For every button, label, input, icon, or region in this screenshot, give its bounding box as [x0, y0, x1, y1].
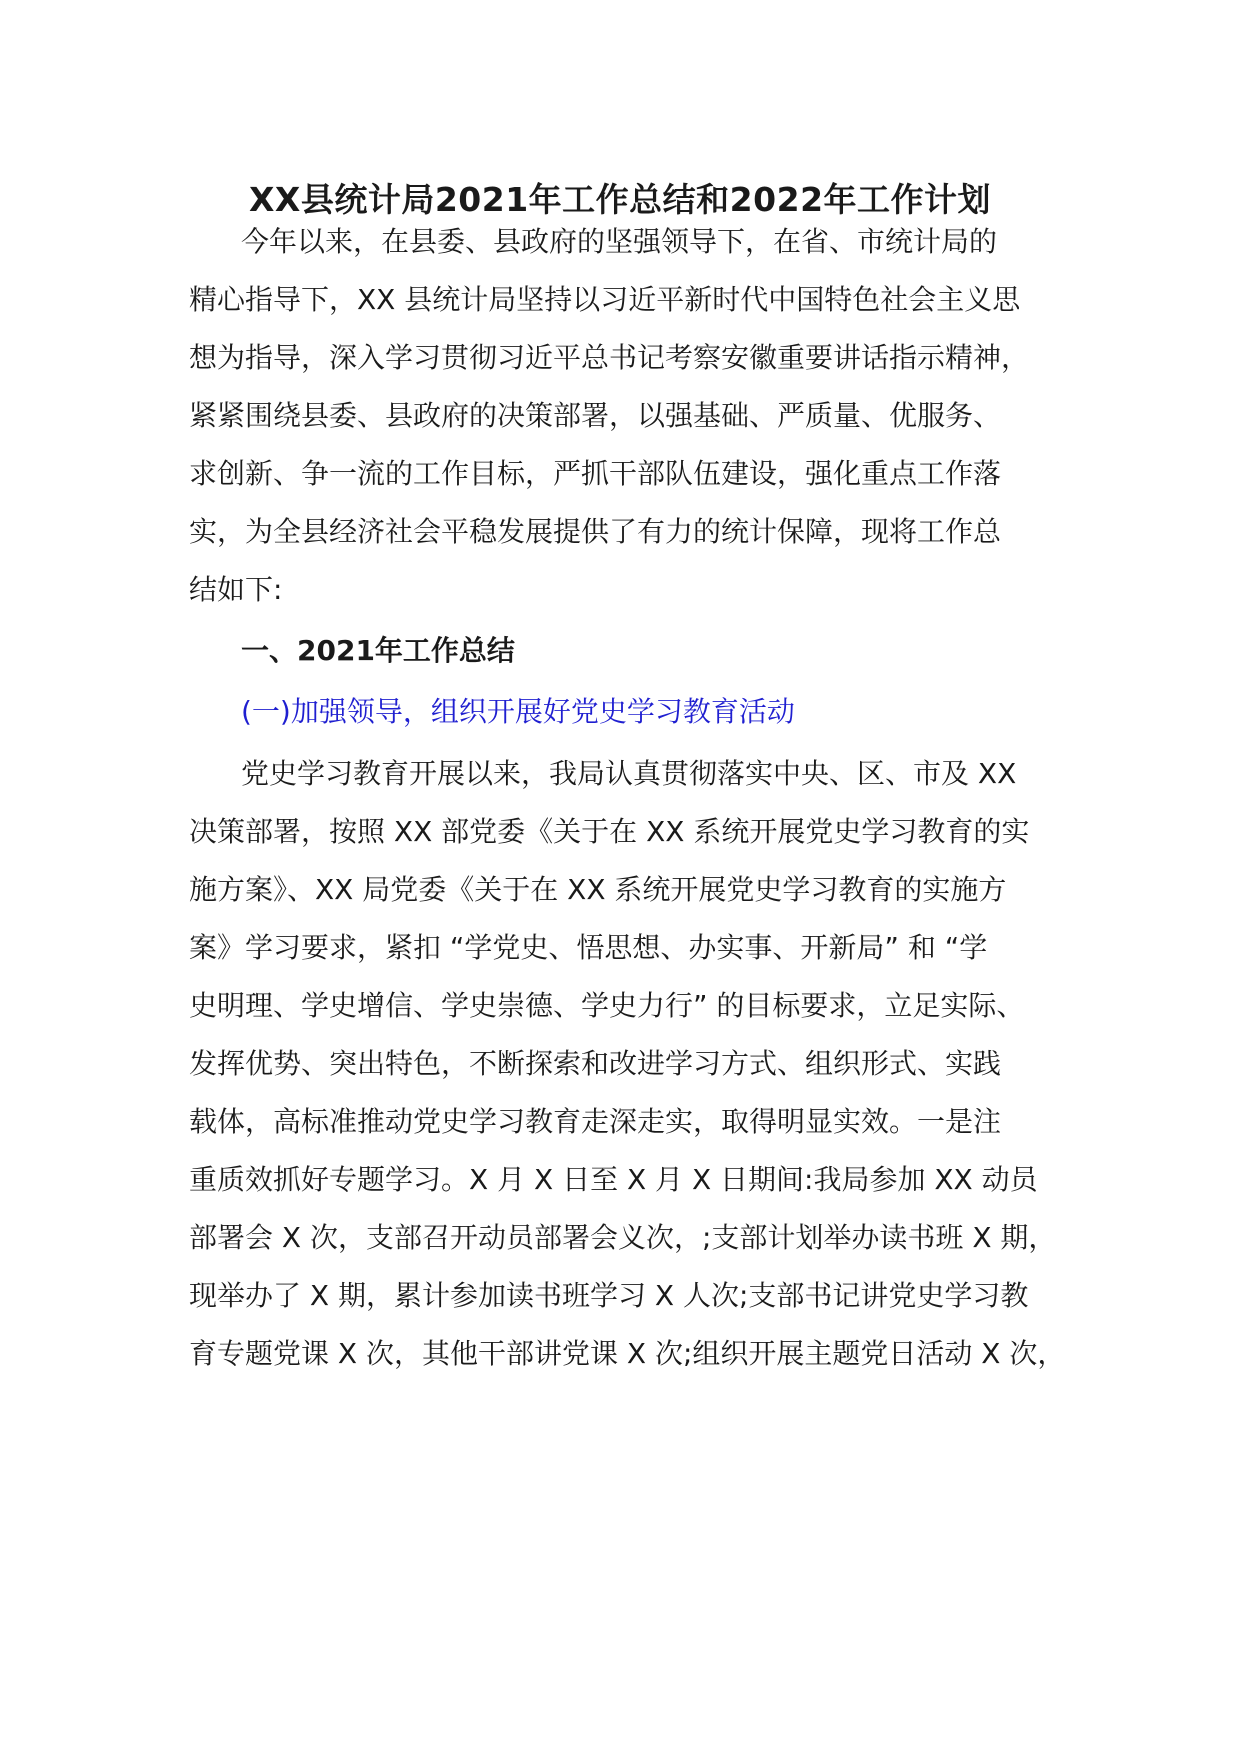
- paragraph-line: 党史学习教育开展以来，我局认真贯彻落实中央、区、市及 XX: [241, 757, 1017, 790]
- paragraph-line: 决策部署，按照 XX 部党委《关于在 XX 系统开展党史学习教育的实: [189, 815, 1030, 848]
- paragraph-line: 育专题党课 X 次，其他干部讲党课 X 次;组织开展主题党日活动 X 次，: [189, 1337, 1066, 1370]
- section-heading: 一、2021年工作总结: [241, 634, 515, 667]
- paragraph-line: 紧紧围绕县委、县政府的决策部署，以强基础、严质量、优服务、: [189, 399, 1002, 432]
- paragraph-line: 结如下:: [189, 573, 283, 606]
- paragraph-line: 求创新、争一流的工作目标，严抓干部队伍建设，强化重点工作落: [189, 457, 1002, 490]
- paragraph-line: 想为指导，深入学习贯彻习近平总书记考察安徽重要讲话指示精神，: [189, 341, 1030, 374]
- subsection-heading: (一)加强领导，组织开展好党史学习教育活动: [241, 695, 795, 728]
- paragraph-line: 实，为全县经济社会平稳发展提供了有力的统计保障，现将工作总: [189, 515, 1002, 548]
- paragraph-line: 今年以来，在县委、县政府的坚强领导下，在省、市统计局的: [241, 225, 998, 258]
- paragraph-line: 发挥优势、突出特色，不断探索和改进学习方式、组织形式、实践: [189, 1047, 1002, 1080]
- paragraph-line: 案》学习要求，紧扣 “学党史、悟思想、办实事、开新局” 和 “学: [189, 931, 988, 964]
- paragraph-line: 载体，高标准推动党史学习教育走深走实，取得明显实效。一是注: [189, 1105, 1002, 1138]
- paragraph-line: 现举办了 X 期，累计参加读书班学习 X 人次;支部书记讲党史学习教: [189, 1279, 1029, 1312]
- paragraph-line: 部署会 X 次，支部召开动员部署会义次，;支部计划举办读书班 X 期，: [189, 1221, 1057, 1254]
- paragraph-line: 施方案》、XX 局党委《关于在 XX 系统开展党史学习教育的实施方: [189, 873, 1007, 906]
- paragraph-line: 重质效抓好专题学习。X 月 X 日至 X 月 X 日期间:我局参加 XX 动员: [189, 1163, 1038, 1196]
- document-title: XX县统计局2021年工作总结和2022年工作计划: [248, 180, 992, 219]
- paragraph-line: 史明理、学史增信、学史崇德、学史力行” 的目标要求，立足实际、: [189, 989, 1025, 1022]
- paragraph-line: 精心指导下，XX 县统计局坚持以习近平新时代中国特色社会主义思: [189, 283, 1021, 316]
